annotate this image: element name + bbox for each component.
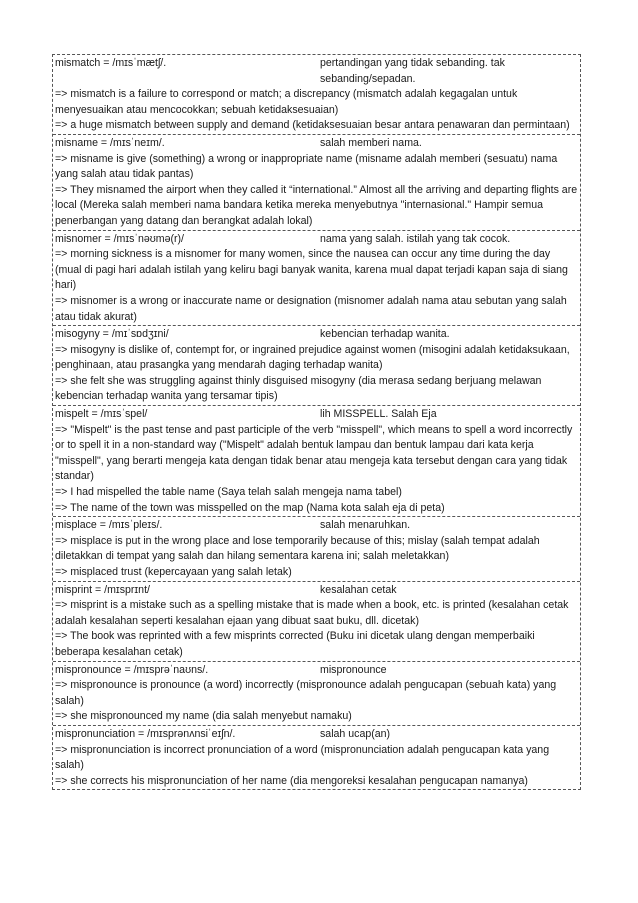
entry-line: => misnomer is a wrong or inaccurate name or designation (misnomer adalah nama atau sebutan yang salah atau tidak akurat) bbox=[55, 294, 567, 323]
vocabulary-table bbox=[52, 54, 581, 790]
entry-term: mispronounce = /mɪsprəˈnaʊns/. bbox=[55, 663, 209, 676]
entry-translation: pertandingan yang tidak sebanding. tak sebanding/sepadan. bbox=[320, 57, 505, 85]
entry-term: misogyny = /mɪˈsɒdʒɪni/ bbox=[55, 328, 169, 341]
entry-head bbox=[55, 407, 578, 423]
entry-term: misprint = /mɪsprɪnt/ bbox=[55, 583, 150, 596]
entry-head bbox=[55, 727, 578, 743]
entry-translation: salah menaruhkan. bbox=[320, 519, 411, 532]
entry-misname bbox=[53, 135, 580, 231]
entry-misplace bbox=[53, 517, 580, 581]
entry-misnomer bbox=[53, 231, 580, 327]
entry-line: => misplace is put in the wrong place and lose temporarily because of this; mislay (salah tempat adalah diletakkan di tempat yang salah dan hilang sementara karena ini; salah meletakkan) bbox=[55, 534, 540, 563]
entry-line: => she corrects his mispronunciation of her name (dia mengoreksi kesalahan pengucapan namanya) bbox=[55, 774, 528, 787]
entry-line: => misprint is a mistake such as a spelling mistake that is made when a book, etc. is printed (kesalahan cetak adalah kesalahan seperti kesalahan ejaan yang dibuat saat buku, dll. dicetak) bbox=[55, 599, 569, 627]
entry-mispronounce bbox=[53, 662, 580, 726]
entry-term: mispelt = /mɪsˈspel/ bbox=[55, 408, 148, 421]
entry-mispronunciation bbox=[53, 726, 580, 789]
entry-line: => mispronunciation is incorrect pronunciation of a word (mispronunciation adalah pengucapan kata yang salah) bbox=[55, 743, 550, 772]
entry-translation: nama yang salah. istilah yang tak cocok. bbox=[320, 232, 511, 245]
entry-line: => mismatch is a failure to correspond or match; a discrepancy (mismatch adalah kegagalan untuk menyesuaikan atau mencocokkan; sebuah ketidaksesuaian) bbox=[55, 88, 518, 116]
entry-head bbox=[55, 518, 578, 534]
entry-head bbox=[55, 232, 578, 248]
entry-line: => misname is give (something) a wrong or inappropriate name (misname adalah memberi (sesuatu) nama yang salah atau tidak pantas) bbox=[55, 152, 558, 181]
entry-term: mispronunciation = /mɪsprənʌnsiˈeɪʃn/. bbox=[55, 727, 236, 740]
entry-line: => a huge mismatch between supply and demand (ketidaksesuaian besar antara penawaran dan permintaan) bbox=[55, 119, 570, 132]
entry-line: => misplaced trust (kepercayaan yang salah letak) bbox=[55, 566, 292, 578]
entry-term: misnomer = /mɪsˈnəʊmə(r)/ bbox=[55, 232, 184, 245]
entry-term: misname = /mɪsˈneɪm/. bbox=[55, 136, 165, 149]
entry-line: => The book was reprinted with a few misprints corrected (Buku ini dicetak ulang dengan memperbaiki beberapa kesalahan cetak) bbox=[55, 630, 535, 658]
entry-line: => The name of the town was misspelled on the map (Nama kota salah eja di peta) bbox=[55, 501, 445, 514]
entry-translation: kesalahan cetak bbox=[320, 583, 397, 596]
entry-translation: kebencian terhadap wanita. bbox=[320, 328, 450, 341]
entry-head bbox=[55, 56, 578, 87]
entry-line: => I had mispelled the table name (Saya telah salah mengeja nama tabel) bbox=[55, 486, 402, 499]
entry-line: => morning sickness is a misnomer for many women, since the nausea can occur any time during the day (mual di pagi hari adalah istilah yang keliru bagi banyak wanita, karena mual dapat terjadi kapan saja di siang hari) bbox=[55, 248, 568, 292]
entry-head bbox=[55, 327, 578, 343]
entry-mispelt bbox=[53, 406, 580, 517]
entry-line: => They misnamed the airport when they called it “international.” Almost all the arriving and departing flights are local (Mereka salah memberi nama bandara ketika mereka menyebutnya "internasional." Hampir semua penerbangan yang datang dan berangkat adalah lokal) bbox=[55, 183, 578, 227]
entry-translation: salah ucap(an) bbox=[320, 727, 391, 740]
entry-translation: lih MISSPELL. Salah Eja bbox=[320, 408, 437, 421]
entry-line: => misogyny is dislike of, contempt for, or ingrained prejudice against women (misogini adalah ketidaksukaan, penghinaan, atau prasangka yang mendarah daging terhadap wanita) bbox=[55, 343, 570, 372]
entry-head bbox=[55, 663, 578, 679]
entry-line: => she mispronounced my name (dia salah menyebut namaku) bbox=[55, 710, 352, 723]
entry-misogyny bbox=[53, 326, 580, 406]
entry-term: misplace = /mɪsˈpleɪs/. bbox=[55, 519, 163, 532]
entry-translation: salah memberi nama. bbox=[320, 136, 422, 149]
entry-translation: mispronounce bbox=[320, 663, 387, 676]
entry-head bbox=[55, 583, 578, 599]
entry-term: mismatch = /mɪsˈmætʃ/. bbox=[55, 57, 167, 69]
entry-mismatch bbox=[53, 55, 580, 135]
entry-line: => she felt she was struggling against thinly disguised misogyny (dia merasa sedang berjuang melawan kebencian terhadap wanita yang tersamar tipis) bbox=[55, 374, 542, 403]
entry-misprint bbox=[53, 582, 580, 662]
entry-line: => "Mispelt" is the past tense and past participle of the verb "misspell", which means to spell a word incorrectly or to spell it in a non-standard way ("Mispelt" adalah bentuk lampau dan bentuk lampau dari kata kerja "misspell", yang berarti mengeja kata dengan tidak benar atau mengeja kata tersebut dengan cara yang tidak standar) bbox=[55, 423, 573, 483]
entry-head bbox=[55, 136, 578, 152]
entry-line: => mispronounce is pronounce (a word) incorrectly (mispronounce adalah pengucapan (sebuah kata) yang salah) bbox=[55, 679, 557, 707]
